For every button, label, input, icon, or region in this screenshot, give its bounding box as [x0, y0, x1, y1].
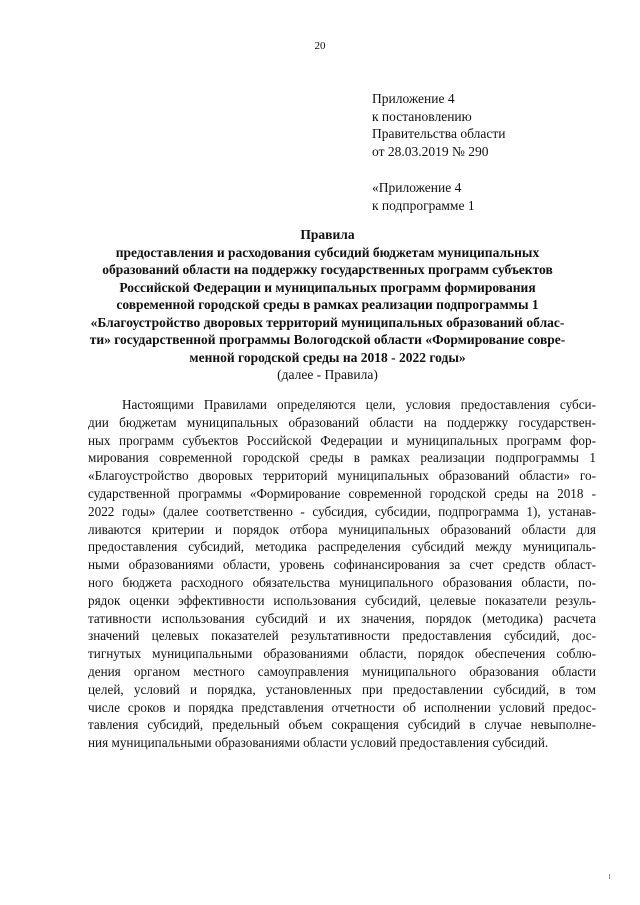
appendix-line: от 28.03.2019 № 290: [372, 143, 489, 159]
sub-appendix-line: к подпрограмме 1: [372, 197, 475, 213]
body-paragraph: [88, 396, 596, 752]
body-line: ных программ субъектов Российской Федерации и муниципальных программ фор-: [88, 432, 596, 448]
title-line: менной городской среды на 2018 - 2022 годы»: [189, 349, 466, 365]
title-line: Российской Федерации и муниципальных программ формирования: [119, 279, 536, 295]
body-line: тигнутых муниципальными образованиями области, порядок обеспечения соблю-: [88, 646, 596, 662]
title-line: ти» государственной программы Вологодской области «Формирование совре-: [89, 332, 566, 347]
title-line: предоставления и расходования субсидий бюджетам муниципальных: [115, 244, 540, 260]
spacer: [372, 160, 505, 179]
title-line: «Благоустройство дворовых территорий муниципальных образований облас-: [90, 314, 565, 330]
title-line: образований области на поддержку государственных программ субъектов: [102, 262, 553, 277]
sub-appendix-line: «Приложение 4: [372, 180, 462, 195]
body-line: «Благоустройство дворовых территорий муниципальных образований области» го-: [88, 468, 596, 484]
body-line: числе сроков и порядка представления отчетности об исполнении условий предос-: [88, 699, 596, 715]
body-line: дии бюджетам муниципальных образований области на поддержку государствен-: [88, 414, 596, 430]
title-heading: Правила: [300, 227, 355, 242]
body-line: дения органом местного самоуправления муниципального образования области: [88, 663, 596, 679]
body-line: сударственной программы «Формирование современной городской среды на 2018 -: [88, 485, 596, 501]
title-line: современной городской среды в рамках реализации подпрограммы 1: [116, 297, 539, 312]
body-line: тативности использования субсидий и их значения, порядок (методика) расчета: [88, 610, 596, 626]
body-line: Настоящими Правилами определяются цели, условия предоставления субси-: [122, 397, 596, 412]
body-line: тавления субсидий, предельный объем сокращения субсидий в случае невыполне-: [88, 717, 596, 733]
scan-mark: [609, 874, 610, 879]
appendix-line: Приложение 4: [372, 91, 455, 106]
body-line: ния муниципальными образованиями области условий предоставления субсидий.: [88, 735, 549, 751]
body-line: значений целевых показателей результативности предоставления субсидий, дос-: [88, 628, 596, 644]
body-line: ливаются критерии и порядок отбора муниципальных образований области для: [88, 521, 596, 537]
body-line: ными образованиями области, уровень софинансирования за счет средств област-: [88, 557, 596, 573]
body-line: 2022 годы» (далее соответственно - субсидия, субсидии, подпрограмма 1), устанав-: [88, 503, 596, 519]
page-number: 20: [314, 40, 326, 52]
appendix-line: к постановлению: [372, 108, 472, 124]
appendix-line: Правительства области: [372, 126, 506, 141]
title-note: (далее - Правила): [277, 367, 378, 382]
body-line: рядок оценки эффективности использования субсидий, целевые показатели резуль-: [88, 592, 596, 608]
appendix-header: [372, 90, 505, 214]
body-line: ного бюджета расходного обязательства муниципального образования области, по-: [88, 574, 596, 590]
document-title: [60, 226, 595, 384]
body-line: мирования современной городской среды в рамках реализации подпрограммы 1: [88, 450, 596, 466]
body-line: целей, условий и порядка, установленных при предоставлении субсидий, в том: [88, 681, 596, 697]
body-line: предоставления субсидий, методика распределения субсидий между муниципаль-: [88, 539, 596, 555]
